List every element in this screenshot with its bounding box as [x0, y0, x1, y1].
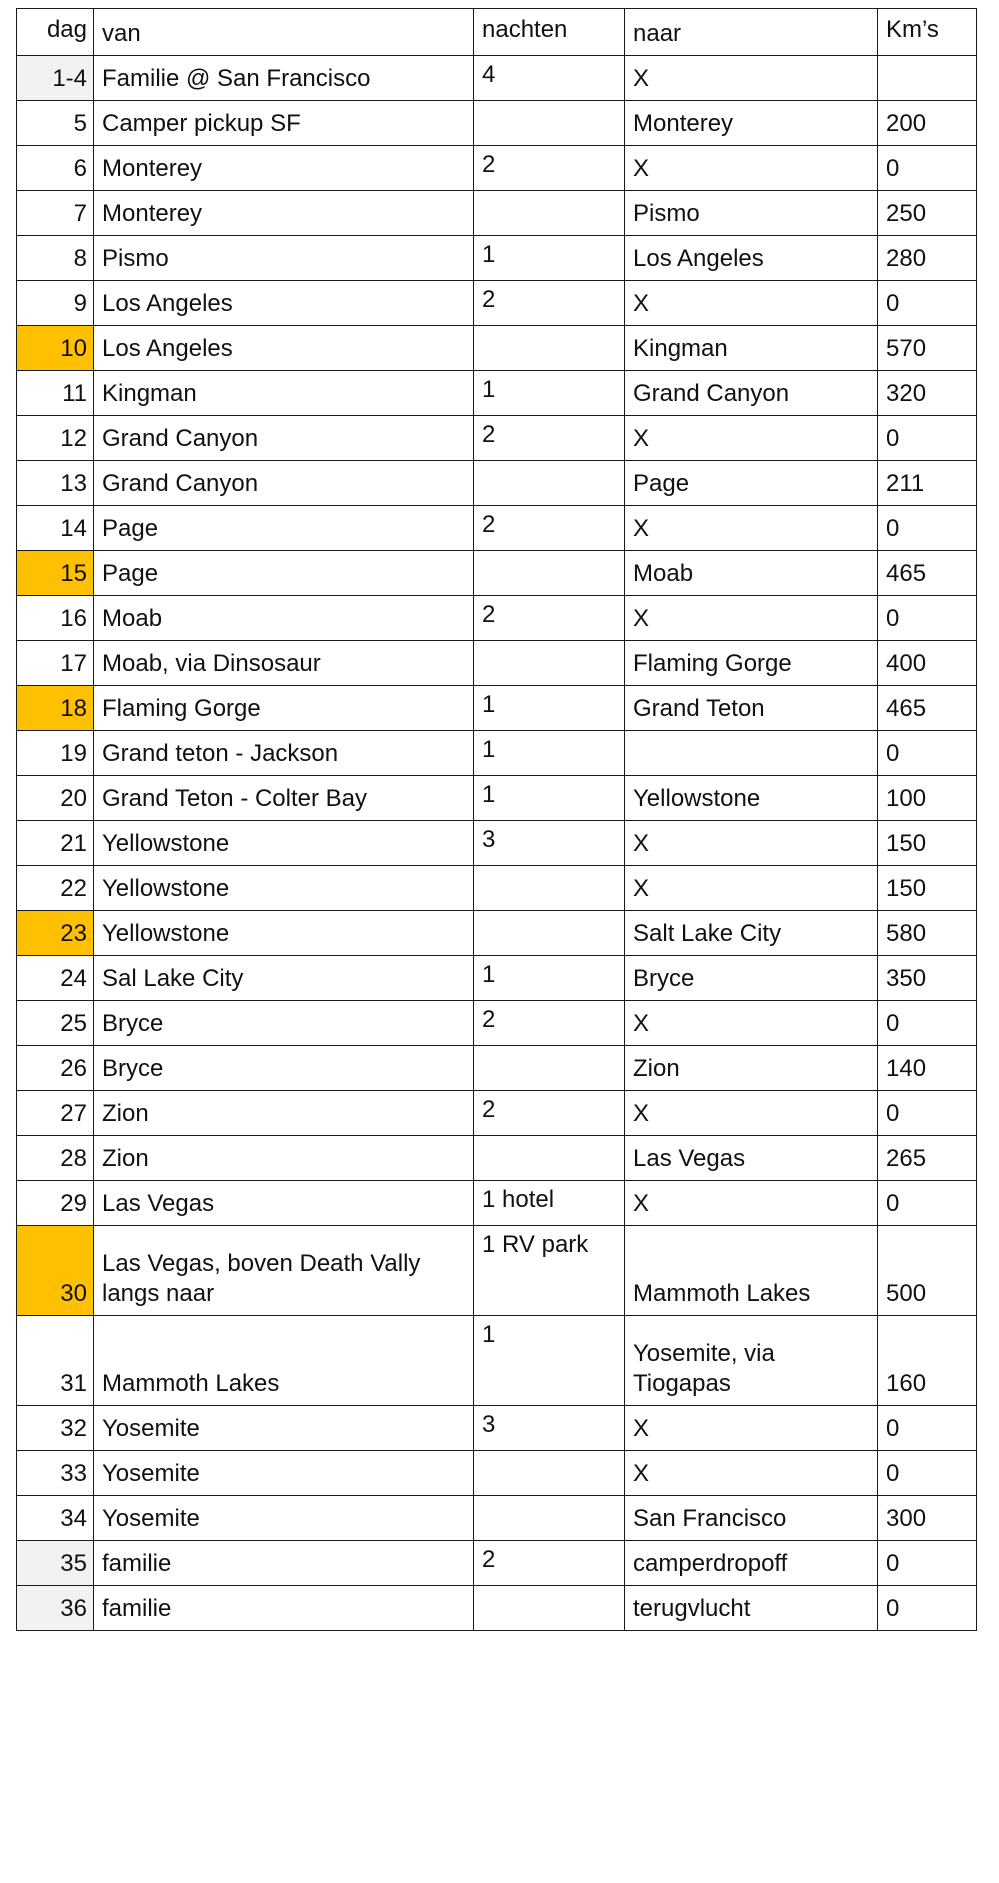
cell-van: Bryce: [94, 1046, 474, 1091]
cell-naar: Moab: [625, 551, 878, 596]
cell-naar: Grand Canyon: [625, 371, 878, 416]
cell-van: Yellowstone: [94, 821, 474, 866]
table-row: [17, 1451, 977, 1496]
cell-naar: Los Angeles: [625, 236, 878, 281]
cell-dag: 10: [17, 326, 94, 371]
cell-van: Grand teton - Jackson: [94, 731, 474, 776]
cell-dag: 36: [17, 1586, 94, 1631]
cell-van: Monterey: [94, 191, 474, 236]
itinerary-table-body: [17, 9, 977, 1631]
cell-van: Page: [94, 551, 474, 596]
table-row: [17, 1136, 977, 1181]
cell-km: 400: [878, 641, 977, 686]
table-row: [17, 1586, 977, 1631]
cell-naar: X: [625, 866, 878, 911]
cell-naar: Monterey: [625, 101, 878, 146]
cell-van: Mammoth Lakes: [94, 1316, 474, 1406]
table-row: [17, 641, 977, 686]
cell-km: 211: [878, 461, 977, 506]
cell-nachten: [474, 461, 625, 506]
cell-dag: 33: [17, 1451, 94, 1496]
table-row: [17, 1316, 977, 1406]
cell-nachten: 1: [474, 371, 625, 416]
cell-dag: 28: [17, 1136, 94, 1181]
cell-van: Yellowstone: [94, 866, 474, 911]
cell-van: Monterey: [94, 146, 474, 191]
cell-nachten: [474, 641, 625, 686]
cell-van: Yosemite: [94, 1496, 474, 1541]
cell-nachten: [474, 1136, 625, 1181]
cell-km: 0: [878, 596, 977, 641]
header-km: Km’s: [878, 9, 977, 56]
cell-van: Los Angeles: [94, 326, 474, 371]
cell-naar: X: [625, 1451, 878, 1496]
cell-km: 100: [878, 776, 977, 821]
cell-km: 0: [878, 1586, 977, 1631]
cell-naar: Las Vegas: [625, 1136, 878, 1181]
cell-km: 0: [878, 731, 977, 776]
cell-naar: Kingman: [625, 326, 878, 371]
table-row: [17, 371, 977, 416]
cell-van: Zion: [94, 1136, 474, 1181]
cell-nachten: [474, 1451, 625, 1496]
cell-dag: 1-4: [17, 56, 94, 101]
table-row: [17, 506, 977, 551]
cell-naar: San Francisco: [625, 1496, 878, 1541]
cell-km: 500: [878, 1226, 977, 1316]
cell-van: Grand Canyon: [94, 461, 474, 506]
cell-van: Zion: [94, 1091, 474, 1136]
table-row: [17, 776, 977, 821]
cell-km: 465: [878, 551, 977, 596]
cell-km: 300: [878, 1496, 977, 1541]
cell-km: 0: [878, 1541, 977, 1586]
cell-km: 0: [878, 281, 977, 326]
table-row: [17, 956, 977, 1001]
cell-nachten: [474, 551, 625, 596]
cell-naar: X: [625, 416, 878, 461]
header-van: van: [94, 9, 474, 56]
cell-nachten: [474, 1046, 625, 1091]
cell-km: 320: [878, 371, 977, 416]
cell-nachten: [474, 866, 625, 911]
cell-naar: X: [625, 56, 878, 101]
cell-dag: 6: [17, 146, 94, 191]
cell-van: Grand Canyon: [94, 416, 474, 461]
table-row: [17, 866, 977, 911]
cell-km: 0: [878, 1181, 977, 1226]
cell-naar: X: [625, 506, 878, 551]
cell-naar: X: [625, 1406, 878, 1451]
header-row: [17, 9, 977, 56]
cell-nachten: 4: [474, 56, 625, 101]
cell-km: [878, 56, 977, 101]
cell-nachten: 1: [474, 956, 625, 1001]
table-row: [17, 416, 977, 461]
cell-dag: 32: [17, 1406, 94, 1451]
cell-van: Yosemite: [94, 1406, 474, 1451]
cell-van: Familie @ San Francisco: [94, 56, 474, 101]
cell-van: familie: [94, 1541, 474, 1586]
cell-dag: 30: [17, 1226, 94, 1316]
cell-van: Las Vegas, boven Death Vally langs naar: [94, 1226, 474, 1316]
cell-dag: 16: [17, 596, 94, 641]
cell-nachten: [474, 1496, 625, 1541]
cell-naar: Zion: [625, 1046, 878, 1091]
cell-km: 250: [878, 191, 977, 236]
header-nachten: nachten: [474, 9, 625, 56]
cell-dag: 23: [17, 911, 94, 956]
cell-naar: X: [625, 821, 878, 866]
table-row: [17, 1406, 977, 1451]
cell-van: Sal Lake City: [94, 956, 474, 1001]
cell-nachten: [474, 101, 625, 146]
header-naar: naar: [625, 9, 878, 56]
cell-nachten: 1 RV park: [474, 1226, 625, 1316]
cell-naar: Flaming Gorge: [625, 641, 878, 686]
header-dag: dag: [17, 9, 94, 56]
cell-dag: 11: [17, 371, 94, 416]
cell-van: Bryce: [94, 1001, 474, 1046]
cell-naar: Yosemite, via Tiogapas: [625, 1316, 878, 1406]
cell-van: Kingman: [94, 371, 474, 416]
cell-van: Yosemite: [94, 1451, 474, 1496]
cell-dag: 20: [17, 776, 94, 821]
cell-nachten: 1: [474, 731, 625, 776]
table-row: [17, 1181, 977, 1226]
cell-nachten: [474, 326, 625, 371]
cell-van: Los Angeles: [94, 281, 474, 326]
cell-km: 0: [878, 146, 977, 191]
cell-van: familie: [94, 1586, 474, 1631]
table-row: [17, 1091, 977, 1136]
table-row: [17, 1496, 977, 1541]
cell-dag: 14: [17, 506, 94, 551]
cell-naar: Mammoth Lakes: [625, 1226, 878, 1316]
cell-nachten: 2: [474, 416, 625, 461]
cell-dag: 35: [17, 1541, 94, 1586]
table-row: [17, 326, 977, 371]
cell-van: Flaming Gorge: [94, 686, 474, 731]
cell-nachten: 2: [474, 506, 625, 551]
table-row: [17, 596, 977, 641]
cell-nachten: 3: [474, 821, 625, 866]
cell-naar: Grand Teton: [625, 686, 878, 731]
cell-dag: 12: [17, 416, 94, 461]
cell-dag: 9: [17, 281, 94, 326]
cell-nachten: 1: [474, 776, 625, 821]
cell-nachten: [474, 191, 625, 236]
cell-km: 265: [878, 1136, 977, 1181]
table-row: [17, 101, 977, 146]
table-row: [17, 821, 977, 866]
cell-van: Camper pickup SF: [94, 101, 474, 146]
cell-van: Las Vegas: [94, 1181, 474, 1226]
table-row: [17, 146, 977, 191]
cell-van: Pismo: [94, 236, 474, 281]
table-row: [17, 236, 977, 281]
table-row: [17, 686, 977, 731]
cell-naar: Page: [625, 461, 878, 506]
cell-dag: 22: [17, 866, 94, 911]
cell-nachten: [474, 1586, 625, 1631]
cell-km: 0: [878, 1406, 977, 1451]
cell-van: Yellowstone: [94, 911, 474, 956]
cell-naar: Salt Lake City: [625, 911, 878, 956]
cell-dag: 27: [17, 1091, 94, 1136]
cell-nachten: 2: [474, 281, 625, 326]
cell-van: Moab, via Dinsosaur: [94, 641, 474, 686]
table-row: [17, 731, 977, 776]
cell-dag: 18: [17, 686, 94, 731]
itinerary-table: [16, 8, 977, 1631]
cell-km: 0: [878, 1001, 977, 1046]
cell-naar: X: [625, 1001, 878, 1046]
cell-nachten: 2: [474, 1001, 625, 1046]
cell-dag: 7: [17, 191, 94, 236]
cell-dag: 19: [17, 731, 94, 776]
cell-km: 580: [878, 911, 977, 956]
cell-nachten: 2: [474, 1541, 625, 1586]
cell-dag: 25: [17, 1001, 94, 1046]
cell-van: Moab: [94, 596, 474, 641]
cell-dag: 17: [17, 641, 94, 686]
cell-km: 0: [878, 506, 977, 551]
cell-km: 350: [878, 956, 977, 1001]
cell-nachten: 2: [474, 146, 625, 191]
cell-naar: Bryce: [625, 956, 878, 1001]
cell-km: 160: [878, 1316, 977, 1406]
cell-dag: 34: [17, 1496, 94, 1541]
cell-km: 150: [878, 866, 977, 911]
cell-naar: Pismo: [625, 191, 878, 236]
cell-km: 0: [878, 416, 977, 461]
cell-van: Grand Teton - Colter Bay: [94, 776, 474, 821]
cell-nachten: 1: [474, 686, 625, 731]
cell-km: 140: [878, 1046, 977, 1091]
cell-nachten: 2: [474, 1091, 625, 1136]
table-row: [17, 56, 977, 101]
cell-naar: [625, 731, 878, 776]
table-row: [17, 911, 977, 956]
cell-naar: camperdropoff: [625, 1541, 878, 1586]
cell-dag: 29: [17, 1181, 94, 1226]
cell-naar: X: [625, 146, 878, 191]
table-row: [17, 281, 977, 326]
itinerary-table-wrapper: [16, 8, 977, 1631]
cell-km: 0: [878, 1451, 977, 1496]
cell-nachten: 1 hotel: [474, 1181, 625, 1226]
cell-km: 570: [878, 326, 977, 371]
table-row: [17, 191, 977, 236]
cell-dag: 13: [17, 461, 94, 506]
cell-nachten: [474, 911, 625, 956]
cell-dag: 5: [17, 101, 94, 146]
cell-nachten: 1: [474, 1316, 625, 1406]
cell-dag: 24: [17, 956, 94, 1001]
cell-naar: X: [625, 281, 878, 326]
table-row: [17, 551, 977, 596]
cell-nachten: 1: [474, 236, 625, 281]
cell-km: 280: [878, 236, 977, 281]
cell-nachten: 2: [474, 596, 625, 641]
table-row: [17, 1226, 977, 1316]
table-row: [17, 1541, 977, 1586]
cell-km: 150: [878, 821, 977, 866]
cell-naar: Yellowstone: [625, 776, 878, 821]
cell-dag: 31: [17, 1316, 94, 1406]
cell-nachten: 3: [474, 1406, 625, 1451]
cell-van: Page: [94, 506, 474, 551]
table-row: [17, 1001, 977, 1046]
cell-dag: 21: [17, 821, 94, 866]
cell-naar: terugvlucht: [625, 1586, 878, 1631]
cell-km: 0: [878, 1091, 977, 1136]
cell-km: 200: [878, 101, 977, 146]
cell-dag: 8: [17, 236, 94, 281]
cell-dag: 26: [17, 1046, 94, 1091]
cell-naar: X: [625, 1181, 878, 1226]
table-row: [17, 461, 977, 506]
table-row: [17, 1046, 977, 1091]
cell-km: 465: [878, 686, 977, 731]
cell-naar: X: [625, 1091, 878, 1136]
cell-dag: 15: [17, 551, 94, 596]
cell-naar: X: [625, 596, 878, 641]
